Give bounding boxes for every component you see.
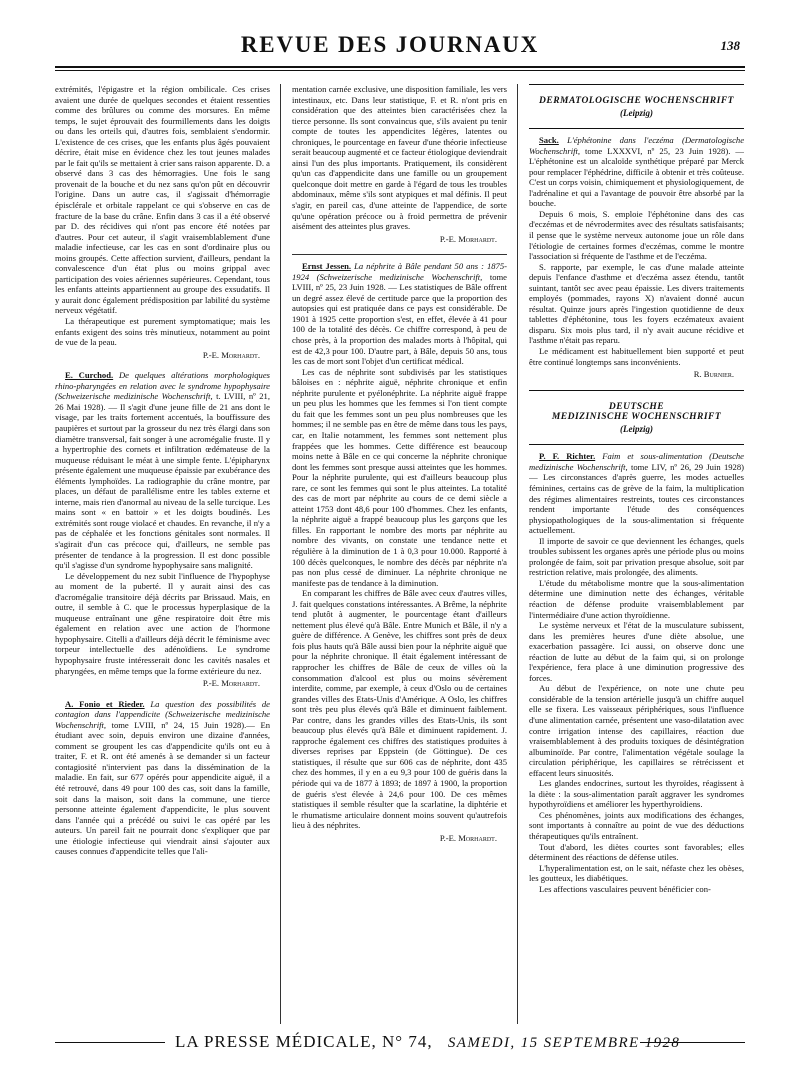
paragraph: Tout d'abord, les diètes courtes sont favorables; elles déterminent des réactions de défense utiles. xyxy=(529,841,744,863)
footer-rule-right xyxy=(640,1042,745,1043)
footer-line xyxy=(175,1032,680,1052)
paragraph: Ces phénomènes, joints aux modifications des échanges, sont importants à connaître au point de vue des déductions thérapeutiques qu'ils entraînent. xyxy=(529,809,744,841)
issue-number: N° 74, xyxy=(382,1032,433,1051)
paragraph: Depuis 6 mois, S. emploie l'éphétonine dans des cas d'eczémas et de névrodermites avec des résultats satisfaisants; il pense que le système nerveux autonome joue un rôle dans l'étiologie de certaines formes d'eczémas, comme le montre l'association si fréquente de l'asthme et de l'eczéma. xyxy=(529,208,744,262)
journal-reference: tome LVIII, nº 25, 23 Juin 1928. — xyxy=(292,271,507,293)
journal-reference: tome LXXXVI, nº 25, 23 Juin 1928). — xyxy=(585,145,744,156)
page-footer xyxy=(55,1030,745,1060)
journal-name: (Dermatologische Wochenschrift, xyxy=(529,135,744,156)
header-rule xyxy=(55,66,745,68)
page-header xyxy=(60,28,740,64)
signature: P.-E. Morhardt. xyxy=(439,233,497,244)
article-header xyxy=(55,370,270,570)
paragraph: En comparant les chiffres de Bâle avec ceux d'autres villes, J. fait quelques constations intéressantes. A Brême, la néphrite tend plutôt à augmenter, le pourcentage étant d'ailleurs nettement plus élevé qu'à Bâle. Entre Munich et Bâle, il n'y a guère de différence. A Genève, les chiffres sont près de deux fois plus hauts qu'à Bâle aussi bien pour la néphrite aiguë que pour la néphrite chronique. Il était également intéressant de rapprocher les chiffres de Bâle de ceux de villes où la consommation d'alcool est plus ou moins sévèrement interdite, comme, par exemple, à ceux d'Oslo ou de certaines grandes villes des Etats-Unis d'Amérique. A Oslo, les chiffres sont très peu plus élevés qu'à Bâle et diminuent faiblement. Par contre, dans les grandes villes des Etats-Unis, ils sont beaucoup plus élevés qu'à Bâle et diminuent rapidement. J. rapproche également ces chiffres des statistiques produites à diverses reprises par Eppstein (de Göttingue). De ces statistiques, il résulte que sur 606 cas de néphrite, dont 435 chez des hommes, il y en a eu 9,3 pour 100 de guéris dans la période qui va de 1877 à 1893; de 1897 à 1900, la proportion de guéris s'est élevée à 24,6 pour 100. De ces mêmes statistiques il semble résulter que la scarlatine, la diphtérie et le rhumatisme articulaire donnent moins souvent qu'autrefois lieu à des néphrites. xyxy=(292,588,507,831)
signature: P.-E. Morhardt. xyxy=(202,349,260,360)
journal-reference: tome LIV, nº 26, 29 Juin 1928) — xyxy=(529,461,744,483)
article-author: Sack. xyxy=(539,135,559,146)
paragraph: Le médicament est habituellement bien supporté et peut être continué longtemps sans inconvénients. xyxy=(529,346,744,367)
paragraph: L'hyperalimentation est, on le sait, néfaste chez les obèses, les goutteux, les diabétiques. xyxy=(529,862,744,884)
journal-name: (Deutsche medizinische Wochenschrift, xyxy=(529,451,744,472)
paragraph: extrémités, l'épigastre et la région ombilicale. Ces crises avaient une durée de quelques secondes et étaient ressenties comme des brûlures ou comme des morsures. En même temps, le sujet éprouvait des fourmillements dans les doigts ou dans les orteils qui, d'autres fois, semblaient s'endormir. L'existence de ces crises, que les enfants plus âgés pouvaient décrire, était mise en évidence chez les tout jeunes malades par le fait qu'ils se mettaient à crier sans raison apparente. D. a observé dans 3 cas des hémorragies. Une fois le sang provenait de la bouche et du nez sans qu'on pût en découvrir l'origine. Dans un autre cas, il s'agissait d'hémorragie épisclérale et orbitale rappelant ce qui s'observe en cas de fracture de la base du crâne. Enfin dans 3 cas il a été observé par D. des récidives qui n'ont pas encore été notées par d'autres. Pour cet auteur, il s'agit vraisemblablement d'une maladie infectieuse, car les cas en sont d'ordinaire plus ou moins groupés. Cette affection survient, d'ailleurs, pendant la convalescence d'un état plus ou moins grippal avec participation des voies aériennes supérieures. Cependant, tous les enfants atteints appartiennent au groupe des exsudatifs. Il y aurait donc également prédisposition par labilité du système nerveux végétatif. xyxy=(55,84,270,316)
article-title: La néphrite à Bâle pendant 50 ans : 1875-1924 xyxy=(292,261,507,282)
page-number: 138 xyxy=(720,38,740,53)
article-title: L'éphétonine dans l'eczéma xyxy=(567,135,674,146)
paragraph: Les statistiques de Bâle offrent un degré assez élevé de certitude parce que la proportion des autopsies qui est pratiquée dans ce pays est considérable. De 1901 à 1925 cette proportion s'est, en effet, élevée à 41 pour 100 de la totalité des décès. Ce chiffre correspond, à peu de chose près, à la proportion des malades morts à l'hôpital, qui est de 42,3 pour 100. D'autre part, à Bâle, depuis 50 ans, tous les cas de mort sont l'objet d'un certificat médical. xyxy=(292,282,507,367)
article-header xyxy=(529,451,744,535)
paragraph: L'étude du métabolisme montre que la sous-alimentation détermine une diminution nette des échanges, véritable réaction de défense produite vraisemblablement par l'intermédiaire d'une action thyroïdienne. xyxy=(529,577,744,620)
article-author: E. Curchod. xyxy=(65,370,114,381)
section-title-line2: MEDIZINISCHE WOCHENSCHRIFT xyxy=(551,412,722,423)
paragraph: Les glandes endocrines, surtout les thyroïdes, réagissent à la diète : la sous-alimentation paraît aggraver les syndromes hypothyroïdiens et améliorer les hyperthyroïdiens. xyxy=(529,778,744,810)
publication-name: LA PRESSE MÉDICALE, xyxy=(175,1032,377,1051)
paragraph: La thérapeutique est purement symptomatique; mais les enfants exigent des soins très minutieux, notamment au point de vue de la peau. xyxy=(55,316,270,348)
column-3 xyxy=(529,84,744,1024)
article-title: Faim et sous-alimentation xyxy=(602,451,703,462)
footer-rule-left xyxy=(55,1042,165,1043)
article-author: Ernst Jessen. xyxy=(302,261,352,272)
paragraph: En étudiant avec soin, depuis environ une dizaine d'années, comment se groupent les cas d'appendicite qu'ils ont eu à traiter, F. et R. ont été amenés à se demander si un facteur contagiosité n'intervient pas dans la dissémination de la maladie. En fait, sur 677 opérés pour appendicite aiguë, il a été retrouvé, dans 49 pour 100 des cas, soit dans la famille, soit dans la maison, soit dans la commune, une tierce personne atteinte également d'appendicite, le plus souvent dans l'année qui a précédé ou suivi le cas opéré par les auteurs. Un pareil fait ne pourrait donc s'expliquer que par une étiologie infectieuse qui viendrait ainsi s'ajouter aux causes connues d'appendicite telles que l'ali- xyxy=(55,719,270,857)
paragraph: S. rapporte, par exemple, le cas d'une malade atteinte depuis l'enfance d'asthme et d'eczéma assez étendu, tantôt suintant, tantôt sec avec peau épaissie. Les divers traitements employés (pommades, rayons X) n'avaient donné aucun résultat. Quinze jours après l'ingestion quotidienne de deux tablettes d'éphétonine, tous les foyers eczémateux avaient disparu. Six mois plus tard, il n'y avait aucune récidive et l'asthme n'était pas reparu. xyxy=(529,261,744,346)
article-header xyxy=(55,699,270,857)
article-header xyxy=(529,135,744,209)
paragraph: L'éphétonine est un alcaloïde synthétique préparé par Merck pour remplacer l'éphédrine, difficile à obtenir et très coûteuse. C'est un corps voisin, chimiquement et physiologiquement, de l'adrénaline et qui a l'avantage de pouvoir être absorbé par la bouche. xyxy=(529,156,744,209)
paragraph: Les cas de néphrite sont subdivisés par les statistiques bâloises en : néphrite aiguë, néphrite chronique et enfin néphrite purulente et pyélonéphrite. La néphrite aiguë frappe un peu plus les hommes que les femmes si l'on tient compte du fait que les femmes sont un peu plus nombreuses que les hommes; il ne semble pas en être de même dans tous les pays, car, en Italie notamment, les femmes sont nettement plus frappées que les hommes. Cette différence est beaucoup moins nette à Bâle en ce qui concerne la néphrite chronique dont les femmes sont presque aussi atteintes que les hommes. Pour la néphrite purulente, qui est d'ailleurs beaucoup plus rare, ce sont les femmes qui sont le plus atteintes. La totalité des cas de mort par néphrite au cours de ce demi siècle a atteint 1753 dont 48,6 pour 100 d'hommes. Chez les enfants, la néphrite aiguë a frappé beaucoup plus les garçons que les filles. En rapportant le nombre des morts par néphrite au nombre des vivants, on constate une tendance nette et régulière à la diminution de 1 à 0,3 pour 10.000. Rapporté à 100 décès quelconques, le nombre des décès par néphrite n'a pas non plus cessé de diminuer. La néphrite chronique ne manifeste pas de tendance à la diminution. xyxy=(292,366,507,588)
paragraph: Les affections vasculaires peuvent bénéficier con- xyxy=(539,883,711,894)
paragraph: Les circonstances d'après guerre, les modes actuelles féminines, certains cas de grève de la faim, la multiplication des régimes alimentaires restreints, toutes ces circonstances rendent importante l'étude des conséquences physiopathologiques de la sous-alimentation si fréquente actuellement. xyxy=(529,472,744,536)
journal-reference: tome LVIII, nº 24, 15 Juin 1928).— xyxy=(111,719,255,730)
paragraph: Il importe de savoir ce que deviennent les échanges, quels troubles subissent les organes après une période plus ou moins prolongée de faim, soit par privation presque absolue, soit par restriction relative, mais prolongée, des aliments. xyxy=(529,535,744,578)
header-rule-thin xyxy=(55,70,745,71)
signature: P.-E. Morhardt. xyxy=(439,832,497,843)
paragraph: Au début de l'expérience, on note une chute peu considérable de la tension artérielle jusqu'à un chiffre auquel elle se fixera. Les vaisseaux périphériques, sous l'influence d'une alimentation carnée, présentent une vaso-dilatation avec contre irrigation intense des capillaires, réaction due vraisemblablement à des produits toxiques de désintégration albuminoïde. Par contre, l'alimentation végétale soulage la circulation périphérique, les capillaires se rétrécissent et effacent leurs sinuosités. xyxy=(529,683,744,778)
signature: P.-E. Morhardt. xyxy=(202,678,260,689)
paragraph: mentation carnée exclusive, une disposition familiale, les vers intestinaux, etc. Dans leur statistique, F. et R. n'ont pris en considération que des atteintes bien caractérisées chez la tierce personne. Ils sont convaincus que, s'ils avaient pu tenir compte de toutes les appendicites légères, latentes ou chroniques, le pourcentage en faveur d'une théorie infectieuse serait beaucoup augmenté et ce facteur étiologique deviendrait ainsi l'un des plus importants. Pratiquement, ils considèrent qu'un cas d'appendicite dans une famille ou un groupement quelconque doit mettre en garde à l'égard de tous les troubles abdominaux, même s'ils sont atypiques et mal définis. Il peut s'agir, en pareil cas, d'une atteinte de l'appendice, de sorte qu'une opération précoce ou à froid permettra de prévenir aisément des atteintes plus graves. xyxy=(292,84,507,232)
article-author: P. F. Richter. xyxy=(539,451,596,462)
paragraph: Il s'agit d'une jeune fille de 21 ans dont le visage, par les traits fortement accentués, la bouffissure des paupières et surtout par la grosseur du nez très élargi dans son diamètre transversal, fait songer à une acromégalie fruste. Il y a hypertrophie des cornets et infiltration œdémateuse de la muqueuse réduisant le méat à une simple fente. L'épipharynx présente également une muqueuse épaissie par exubérance des éléments lymphoïdes. La radiographie du crâne montre, par places, un défaut de parallélisme entre les tables externe et interne, mais rien d'anormal au niveau de la selle turcique. Les mains sont « en battoir » et les doigts boudinés. Les extrémités sont rouge violacé et chaudes. En revanche, il n'y a pas de céphalée et les fonctions génitales sont normales. Il s'agirait d'un cas précoce qui, d'ailleurs, ne semble pas présenter de tendance à la progression. Il est donc possible qu'il s'agisse d'un syndrome hypophysaire sans malignité. xyxy=(55,401,270,571)
article-columns xyxy=(55,84,745,1024)
section-place: (Leipzig) xyxy=(620,107,653,118)
journal-name: (Schweizerische medizinische Wochenschrift, xyxy=(316,271,483,282)
section-title: DERMATOLOGISCHE WOCHENSCHRIFT xyxy=(539,96,734,106)
journal-reference: t. LVIII, nº 21, 26 Mai 1928). — xyxy=(55,391,270,412)
article-author: A. Fonio et Rieder. xyxy=(65,698,145,709)
paragraph: Le développement du nez subit l'influence de l'hypophyse au moment de la puberté. Il y aurait ainsi des cas d'acromégalie transitoire déjà décrits par Brissaud. Mais, en outre, il semble à C. que le processus hyperplasique de la muqueuse entraînant une gêne respiratoire doit être mis également en relation avec une action de l'hormone hypophysaire. Citelli a d'ailleurs déjà décrit le féminisme avec torpeur intellectuelle des adénoïdiens. Le syndrome hypophysaire fruste intéresserait donc les cavités nasales et pharyngées, en même temps que la forme extérieure du nez. xyxy=(55,570,270,676)
section-place: (Leipzig) xyxy=(620,423,653,434)
section-heading-box xyxy=(529,84,744,129)
signature: R. Burnier. xyxy=(693,369,734,380)
article-title: De quelques altérations morphologiques rhino-pharyngées en relation avec le syndrome hypophysaire xyxy=(55,370,270,391)
section-title: DEUTSCHE xyxy=(608,401,665,412)
column-1 xyxy=(55,84,270,1024)
running-title: REVUE DES JOURNAUX xyxy=(240,32,540,57)
column-2 xyxy=(292,84,507,1024)
article-header xyxy=(292,261,507,366)
article-title: La question des possibilités de contagion dans l'appendicite xyxy=(55,698,270,720)
journal-name: (Schweizerische medizinische Wochenschrift, xyxy=(55,391,213,402)
article-separator xyxy=(292,254,507,255)
paragraph: Le système nerveux et l'état de la musculature subissent, dans les premières heures d'une diète absolue, une exacerbation passagère. Ici aussi, on observe donc une réaction de lutte au début de la faim qui, si on prolonge l'expérience, fera place à une diminution progressive des forces. xyxy=(529,620,744,683)
issue-date: SAMEDI, 15 SEPTEMBRE 1928 xyxy=(447,1035,681,1051)
journal-name: (Schweizerische medizinische Wochenschrift, xyxy=(55,709,270,730)
section-heading-box xyxy=(529,390,744,446)
